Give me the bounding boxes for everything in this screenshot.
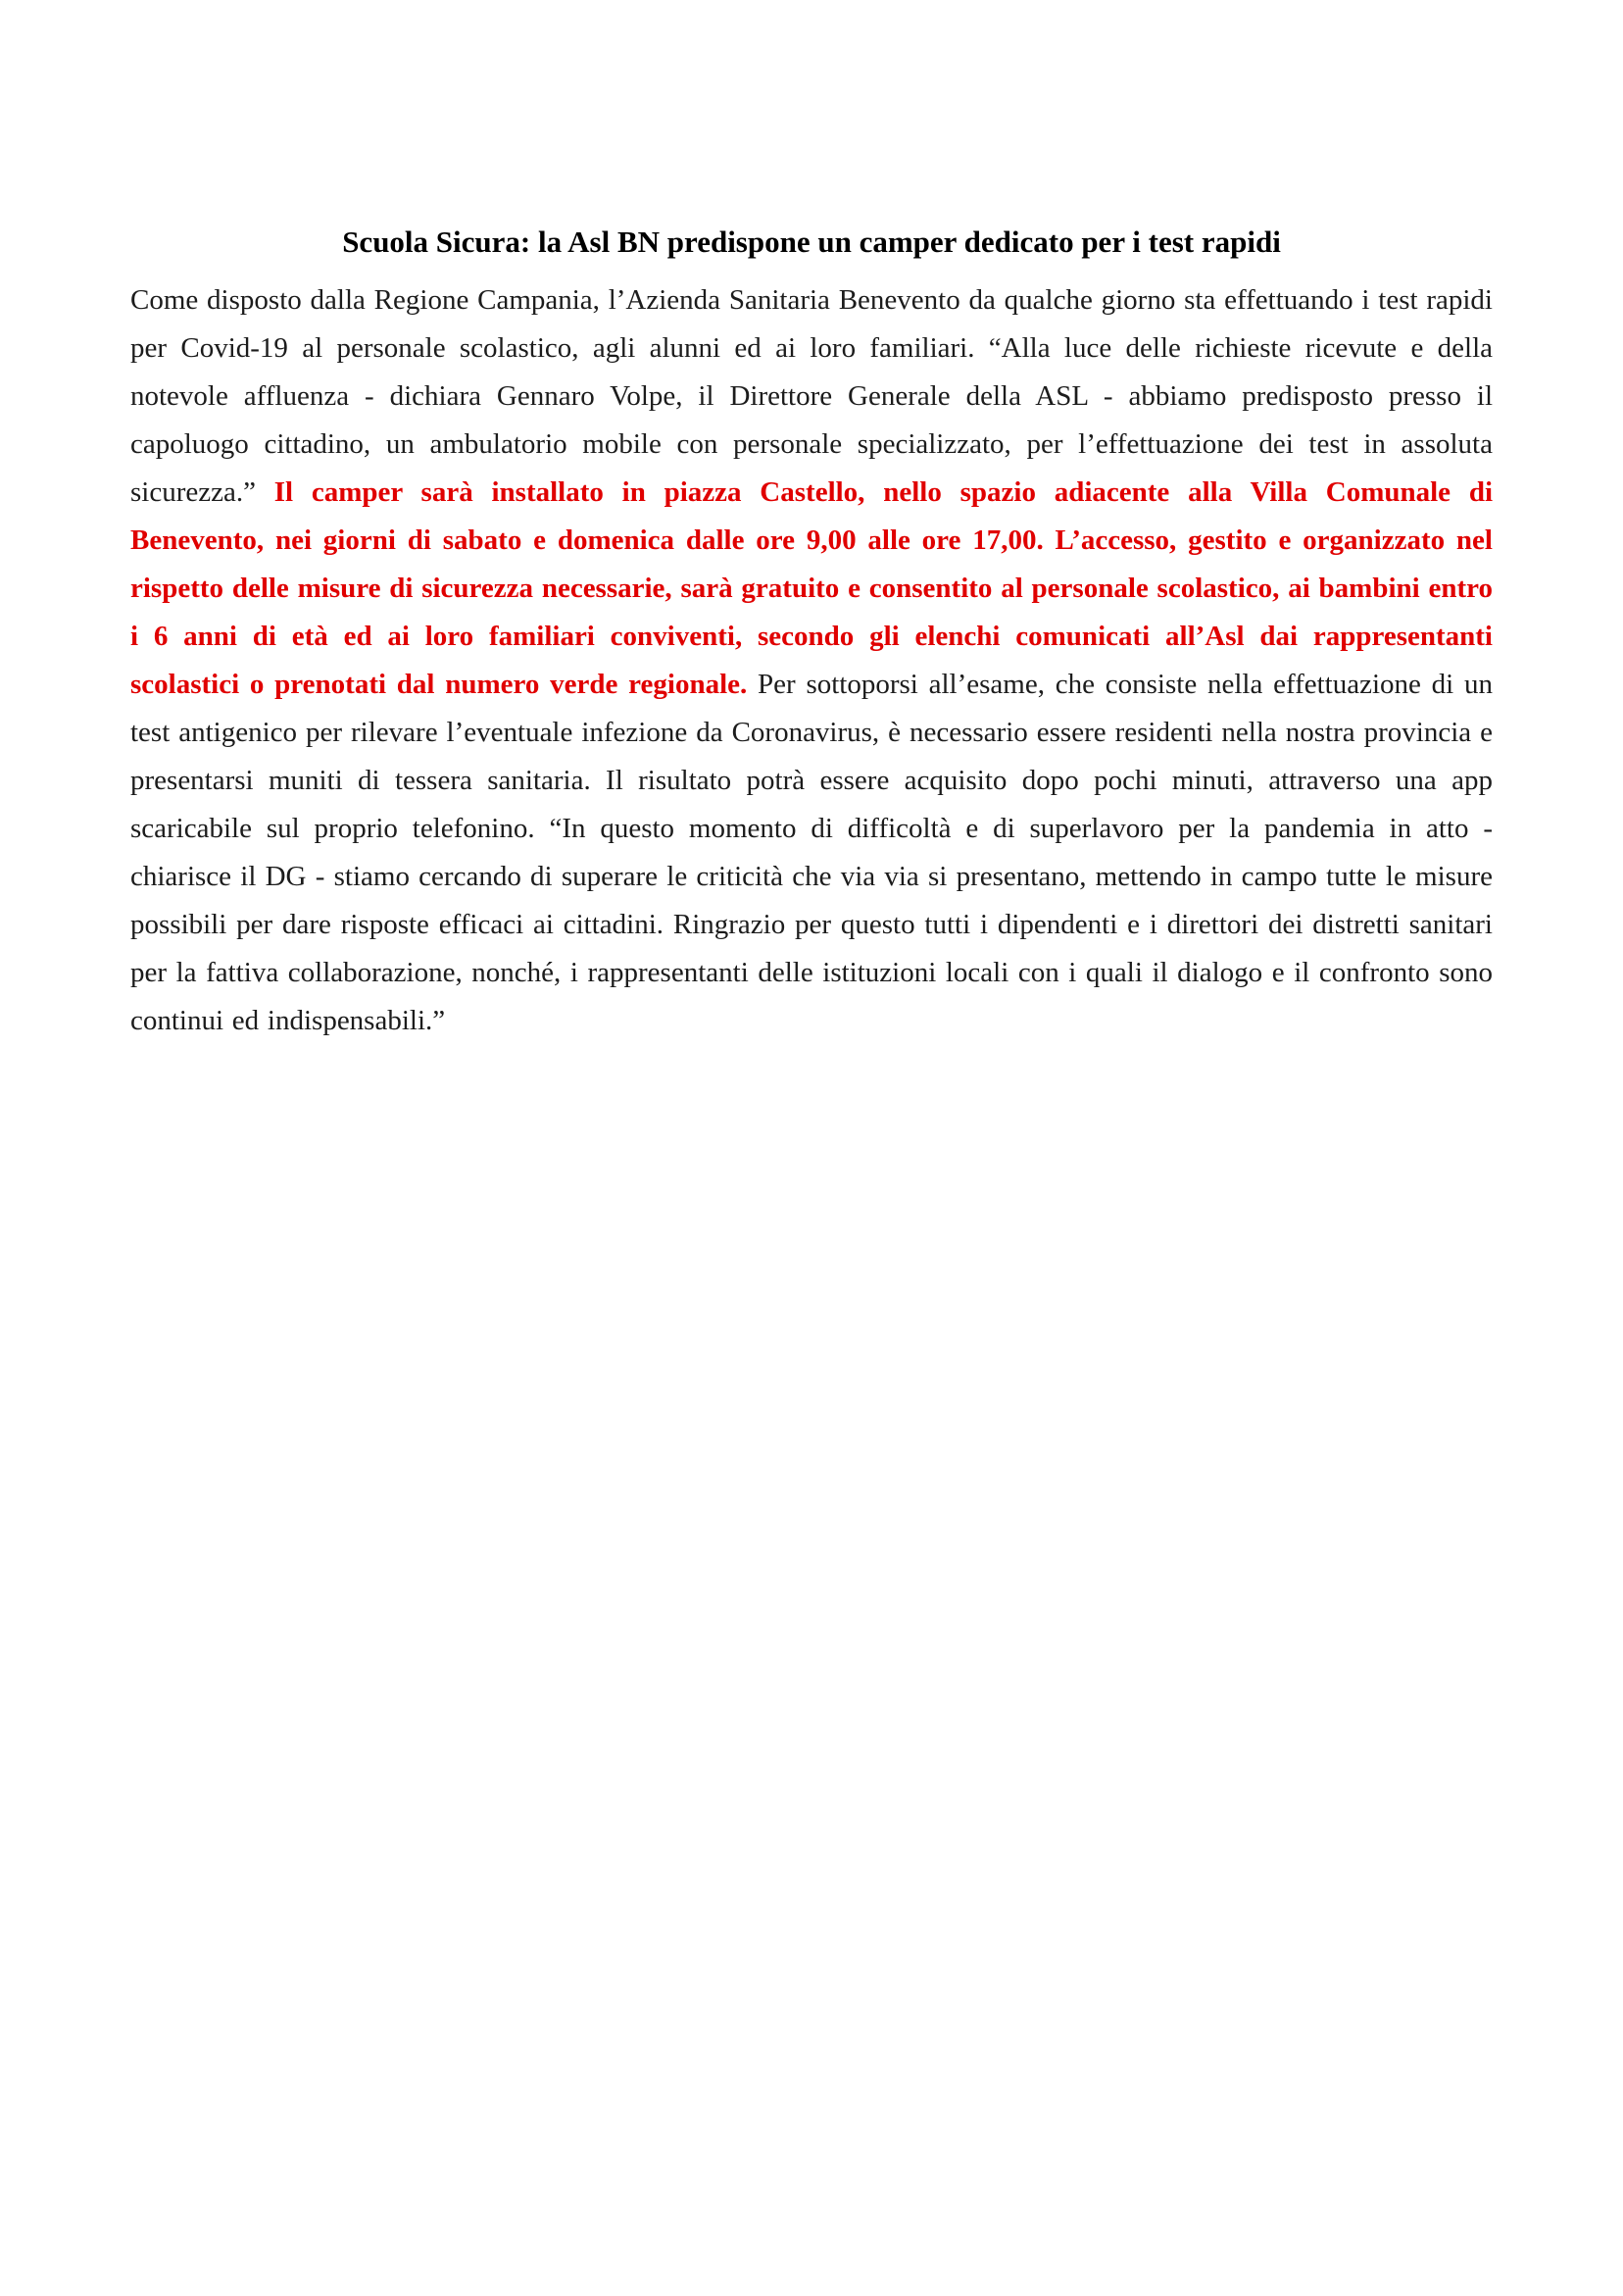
paragraph-run-red-bold: Il camper sarà installato in piazza Castello, nello spazio adiacente alla Villa Comunale di Benevento, nei giorni di sabato e domenica dalle ore 9,00 alle ore 17,00. L’accesso, gestito e organizzato nel rispetto delle misure di sicurezza necessarie, sarà gratuito e consentito al personale scolastico, ai bambini entro i 6 anni di età ed ai loro familiari conviventi, secondo gli elenchi comunicati all’Asl dai rappresentanti scolastici o prenotati dal numero verde regionale. [130, 476, 1494, 700]
document-paragraph [130, 276, 1493, 1045]
paragraph-run-normal: Per sottoporsi all’esame, che consiste nella effettuazione di un test antigenico per rilevare l’eventuale infezione da Coronavirus, è necessario essere residenti nella nostra provincia e presentarsi muniti di tessera sanitaria. Il risultato potrà essere acquisito dopo pochi minuti, attraverso una app scaricabile sul proprio telefonino. “In questo momento di difficoltà e di superlavoro per la pandemia in atto - chiarisce il DG - stiamo cercando di superare le criticità che via via si presentano, mettendo in campo tutte le misure possibili per dare risposte efficaci ai cittadini. Ringrazio per questo tutti i dipendenti e i direttori dei distretti sanitari per la fattiva collaborazione, nonché, i rappresentanti delle istituzioni locali con i quali il dialogo e il confronto sono continui ed indispensabili.” [130, 669, 1493, 1036]
paragraph-run-normal: Come disposto dalla Regione Campania, l’Azienda Sanitaria Benevento da qualche giorno sta effettuando i test rapidi per Covid-19 al personale scolastico, agli alunni ed ai loro familiari. “Alla luce delle richieste ricevute e della notevole affluenza - dichiara Gennaro Volpe, il Direttore Generale della ASL - abbiamo predisposto presso il capoluogo cittadino, un ambulatorio mobile con personale specializzato, per l’effettuazione dei test in assoluta sicurezza.” [130, 284, 1493, 508]
document-title: Scuola Sicura: la Asl BN predispone un camper dedicato per i test rapidi [342, 225, 1281, 259]
